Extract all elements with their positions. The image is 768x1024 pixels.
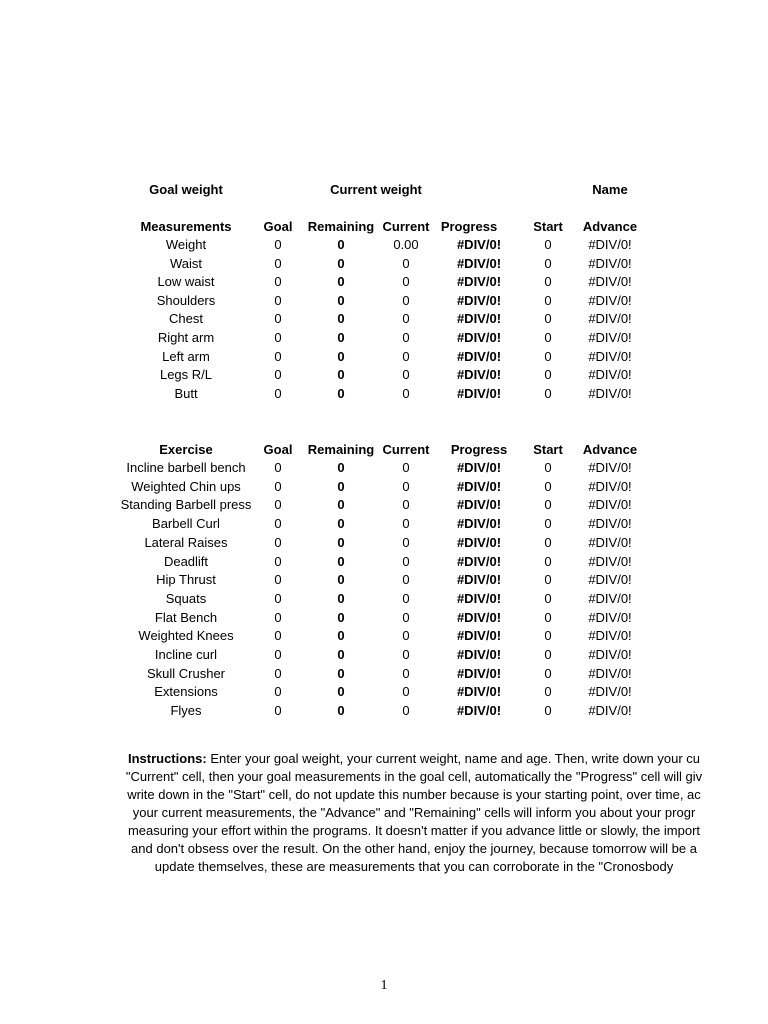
table-row	[0, 683, 768, 701]
cell-advance: #DIV/0!	[588, 237, 632, 252]
cell-current: 0	[402, 572, 410, 588]
cell-advance: #DIV/0!	[588, 274, 632, 290]
cell-goal: 0	[274, 367, 282, 383]
cell-remaining: 0	[337, 572, 345, 588]
cell-name: Incline curl	[154, 647, 218, 662]
cell-name: Weight	[165, 237, 207, 252]
cell-start: 0	[544, 647, 552, 662]
cell-name: Right arm	[157, 330, 215, 345]
cell-progress: #DIV/0!	[456, 684, 502, 700]
instructions-line	[124, 750, 704, 768]
cell-remaining: 0	[337, 684, 345, 700]
cell-progress: #DIV/0!	[456, 534, 502, 550]
cell-current: 0	[402, 497, 410, 513]
cell-name: Low waist	[157, 274, 215, 290]
cell-name: Shoulders	[156, 292, 216, 308]
cell-advance: #DIV/0!	[588, 478, 632, 494]
cell-goal: 0	[274, 478, 282, 494]
cell-current: 0	[402, 385, 410, 401]
cell-advance: #DIV/0!	[588, 534, 632, 550]
cell-progress: #DIV/0!	[456, 497, 502, 513]
cell-progress: #DIV/0!	[456, 274, 502, 290]
cell-goal: 0	[274, 628, 282, 644]
cell-advance: #DIV/0!	[588, 553, 632, 569]
column-header-progress: Progress	[450, 442, 508, 457]
cell-start: 0	[544, 292, 552, 308]
cell-start: 0	[544, 665, 552, 681]
instructions-label: Instructions:	[127, 751, 207, 766]
cell-progress: #DIV/0!	[456, 330, 502, 345]
cell-goal: 0	[274, 647, 282, 662]
table-row	[0, 478, 768, 496]
cell-remaining: 0	[337, 703, 345, 719]
cell-start: 0	[544, 497, 552, 513]
cell-current: 0	[402, 274, 410, 290]
cell-progress: #DIV/0!	[456, 460, 502, 475]
cell-start: 0	[544, 255, 552, 271]
cell-start: 0	[544, 385, 552, 401]
cell-progress: #DIV/0!	[456, 255, 502, 271]
cell-progress: #DIV/0!	[456, 647, 502, 662]
cell-name: Skull Crusher	[146, 665, 226, 681]
cell-advance: #DIV/0!	[588, 703, 632, 719]
cell-progress: #DIV/0!	[456, 609, 502, 625]
cell-remaining: 0	[337, 274, 345, 290]
cell-remaining: 0	[337, 590, 345, 606]
table-row	[0, 329, 768, 347]
cell-goal: 0	[274, 590, 282, 606]
cell-goal: 0	[274, 665, 282, 681]
cell-advance: #DIV/0!	[588, 628, 632, 644]
column-header-remaining: Remaining	[307, 442, 375, 457]
cell-remaining: 0	[337, 292, 345, 308]
cell-goal: 0	[274, 237, 282, 252]
cell-current: 0	[402, 665, 410, 681]
cell-goal: 0	[274, 572, 282, 588]
cell-progress: #DIV/0!	[456, 665, 502, 681]
cell-advance: #DIV/0!	[588, 609, 632, 625]
instructions-block	[124, 750, 704, 876]
table-row	[0, 627, 768, 645]
cell-current: 0	[402, 684, 410, 700]
cell-progress: #DIV/0!	[456, 590, 502, 606]
cell-name: Weighted Chin ups	[131, 478, 241, 494]
cell-name: Deadlift	[163, 553, 209, 569]
cell-goal: 0	[274, 497, 282, 513]
cell-remaining: 0	[337, 348, 345, 364]
cell-start: 0	[544, 572, 552, 588]
cell-progress: #DIV/0!	[456, 367, 502, 383]
cell-current: 0	[402, 534, 410, 550]
instructions-line: write down in the "Start" cell, do not update this number because is your starting point, over time, ac	[127, 787, 701, 802]
cell-current: 0	[402, 553, 410, 569]
cell-goal: 0	[274, 684, 282, 700]
cell-name: Weighted Knees	[138, 628, 234, 644]
table-row	[0, 496, 768, 514]
cell-goal: 0	[274, 385, 282, 401]
cell-start: 0	[544, 348, 552, 364]
cell-start: 0	[544, 237, 552, 252]
cell-current: 0	[402, 367, 410, 383]
cell-name: Flyes	[170, 703, 202, 719]
table-row	[0, 553, 768, 571]
cell-remaining: 0	[337, 330, 345, 345]
cell-start: 0	[544, 330, 552, 345]
cell-remaining: 0	[337, 497, 345, 513]
instructions-line: measuring your effort within the programs. It doesn't matter if you advance little or slowly, the import	[127, 823, 701, 838]
column-header-remaining: Remaining	[307, 219, 375, 234]
cell-goal: 0	[274, 703, 282, 719]
cell-remaining: 0	[337, 385, 345, 401]
table-row	[0, 571, 768, 589]
cell-remaining: 0	[337, 665, 345, 681]
cell-name: Chest	[169, 311, 203, 327]
cell-name: Legs R/L	[159, 367, 213, 383]
cell-current: 0	[402, 292, 410, 308]
cell-goal: 0	[274, 348, 282, 364]
cell-start: 0	[544, 534, 552, 550]
cell-goal: 0	[274, 274, 282, 290]
instructions-line: update themselves, these are measurements that you can corroborate in the "Cronosbody	[154, 859, 674, 874]
cell-advance: #DIV/0!	[588, 348, 632, 364]
cell-name: Squats	[165, 590, 207, 606]
cell-advance: #DIV/0!	[588, 311, 632, 327]
table-row	[0, 236, 768, 254]
cell-goal: 0	[274, 255, 282, 271]
column-header-advance: Advance	[582, 219, 638, 234]
column-header-progress: Progress	[440, 219, 498, 234]
cell-advance: #DIV/0!	[588, 255, 632, 271]
table-row	[0, 702, 768, 720]
cell-name: Left arm	[162, 348, 210, 364]
column-header-current: Current	[382, 219, 430, 234]
cell-goal: 0	[274, 516, 282, 532]
cell-name: Standing Barbell press	[120, 497, 252, 513]
cell-goal: 0	[274, 311, 282, 327]
cell-goal: 0	[274, 330, 282, 345]
cell-advance: #DIV/0!	[588, 385, 632, 401]
cell-current: 0	[402, 647, 410, 662]
cell-name: Hip Thrust	[156, 572, 216, 588]
column-header-name: Exercise	[159, 442, 213, 457]
cell-name: Barbell Curl	[152, 516, 220, 532]
table-row	[0, 609, 768, 627]
column-header-advance: Advance	[582, 442, 638, 457]
cell-progress: #DIV/0!	[456, 348, 502, 364]
cell-start: 0	[544, 274, 552, 290]
cell-progress: #DIV/0!	[456, 553, 502, 569]
current-weight-label: Current weight	[330, 182, 422, 197]
cell-progress: #DIV/0!	[456, 628, 502, 644]
name-label: Name	[592, 182, 628, 197]
cell-start: 0	[544, 311, 552, 327]
cell-remaining: 0	[337, 647, 345, 662]
cell-advance: #DIV/0!	[588, 292, 632, 308]
cell-start: 0	[544, 478, 552, 494]
table-row	[0, 255, 768, 273]
table-row	[0, 459, 768, 477]
table-row	[0, 348, 768, 366]
cell-start: 0	[544, 367, 552, 383]
cell-advance: #DIV/0!	[588, 460, 632, 475]
cell-start: 0	[544, 703, 552, 719]
column-header-goal: Goal	[263, 442, 293, 457]
table-row	[0, 646, 768, 664]
cell-name: Butt	[174, 385, 198, 401]
cell-advance: #DIV/0!	[588, 516, 632, 532]
cell-start: 0	[544, 590, 552, 606]
cell-progress: #DIV/0!	[456, 311, 502, 327]
cell-advance: #DIV/0!	[588, 590, 632, 606]
cell-remaining: 0	[337, 534, 345, 550]
cell-remaining: 0	[337, 367, 345, 383]
cell-current: 0	[402, 628, 410, 644]
cell-remaining: 0	[337, 553, 345, 569]
cell-name: Waist	[169, 255, 203, 271]
column-header-current: Current	[382, 442, 430, 457]
cell-start: 0	[544, 684, 552, 700]
cell-name: Lateral Raises	[144, 534, 228, 550]
cell-current: 0	[402, 255, 410, 271]
table-row	[0, 665, 768, 683]
table-row	[0, 366, 768, 384]
cell-current: 0	[402, 478, 410, 494]
cell-advance: #DIV/0!	[588, 497, 632, 513]
cell-start: 0	[544, 460, 552, 475]
cell-current: 0	[402, 609, 410, 625]
cell-name: Extensions	[154, 684, 218, 700]
cell-current: 0.00	[393, 237, 419, 252]
instructions-line: "Current" cell, then your goal measurements in the goal cell, automatically the "Progress" cell will giv	[125, 769, 703, 784]
cell-current: 0	[402, 516, 410, 532]
cell-progress: #DIV/0!	[456, 516, 502, 532]
cell-remaining: 0	[337, 460, 345, 475]
goal-weight-label: Goal weight	[149, 182, 223, 197]
cell-goal: 0	[274, 553, 282, 569]
cell-goal: 0	[274, 460, 282, 475]
cell-current: 0	[402, 330, 410, 345]
table-row	[0, 534, 768, 552]
cell-start: 0	[544, 609, 552, 625]
cell-current: 0	[402, 590, 410, 606]
cell-progress: #DIV/0!	[456, 237, 502, 252]
cell-remaining: 0	[337, 478, 345, 494]
cell-progress: #DIV/0!	[456, 478, 502, 494]
cell-advance: #DIV/0!	[588, 572, 632, 588]
cell-current: 0	[402, 311, 410, 327]
table-row	[0, 590, 768, 608]
cell-remaining: 0	[337, 237, 345, 252]
column-header-start: Start	[533, 219, 563, 234]
cell-start: 0	[544, 628, 552, 644]
instructions-text: Enter your goal weight, your current weight, name and age. Then, write down your cu	[206, 751, 701, 766]
cell-progress: #DIV/0!	[456, 572, 502, 588]
cell-name: Incline barbell bench	[126, 460, 246, 475]
cell-goal: 0	[274, 534, 282, 550]
cell-advance: #DIV/0!	[588, 684, 632, 700]
column-header-start: Start	[533, 442, 563, 457]
cell-start: 0	[544, 553, 552, 569]
cell-advance: #DIV/0!	[588, 665, 632, 681]
instructions-line: and don't obsess over the result. On the other hand, enjoy the journey, because tomorrow will be a	[131, 841, 697, 856]
cell-name: Flat Bench	[154, 609, 218, 625]
table-row	[0, 273, 768, 291]
cell-advance: #DIV/0!	[588, 330, 632, 345]
table-row	[0, 310, 768, 328]
instructions-line: your current measurements, the "Advance" and "Remaining" cells will inform you about your progr	[132, 805, 696, 820]
cell-goal: 0	[274, 292, 282, 308]
cell-current: 0	[402, 348, 410, 364]
cell-advance: #DIV/0!	[588, 367, 632, 383]
cell-progress: #DIV/0!	[456, 292, 502, 308]
table-row	[0, 292, 768, 310]
table-row	[0, 515, 768, 533]
table-row	[0, 385, 768, 403]
column-header-goal: Goal	[263, 219, 293, 234]
cell-current: 0	[402, 460, 410, 475]
cell-current: 0	[402, 703, 410, 719]
cell-remaining: 0	[337, 311, 345, 327]
cell-start: 0	[544, 516, 552, 532]
cell-progress: #DIV/0!	[456, 385, 502, 401]
cell-remaining: 0	[337, 628, 345, 644]
column-header-name: Measurements	[140, 219, 232, 234]
page-number: 1	[380, 978, 388, 993]
cell-progress: #DIV/0!	[456, 703, 502, 719]
cell-advance: #DIV/0!	[588, 647, 632, 662]
cell-goal: 0	[274, 609, 282, 625]
cell-remaining: 0	[337, 609, 345, 625]
cell-remaining: 0	[337, 516, 345, 532]
cell-remaining: 0	[337, 255, 345, 271]
